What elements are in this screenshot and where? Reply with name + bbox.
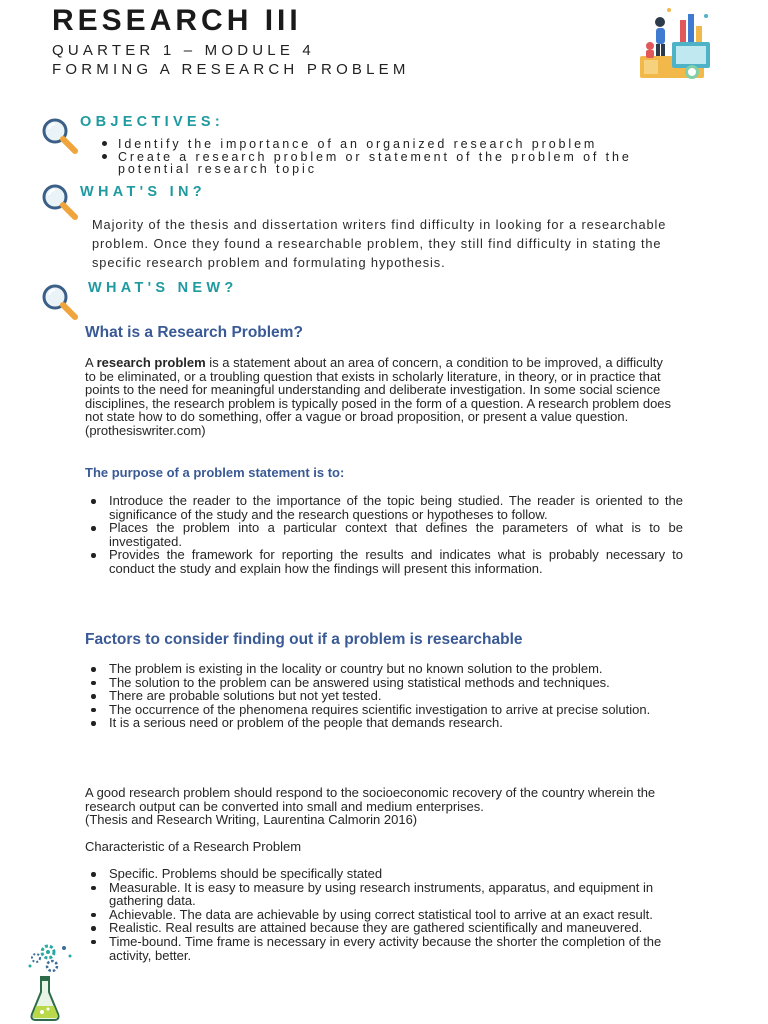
whats-in-text: Majority of the thesis and dissertation writers find difficulty in looking for a researchable problem. Once they found a researchable problem, they still find difficulty in stating the specific research problem and formulating hypothesis. — [92, 217, 667, 270]
list-item: Measurable. It is easy to measure by using research instruments, apparatus, and equipment in gathering data. — [85, 881, 665, 908]
list-item: Time-bound. Time frame is necessary in every activity because the shorter the completion of the activity, better. — [85, 935, 665, 962]
definition-source: (prothesiswriter.com) — [85, 422, 206, 438]
factors-heading: Factors to consider finding out if a problem is researchable — [85, 631, 523, 648]
list-item: The problem is existing in the locality or country but no known solution to the problem. — [85, 662, 683, 676]
magnifier-icon — [40, 182, 80, 222]
research-problem-question: What is a Research Problem? — [85, 324, 303, 341]
flask-gears-icon — [28, 936, 88, 1022]
page-title: RESEARCH III — [52, 4, 302, 37]
list-item: There are probable solutions but not yet tested. — [85, 689, 683, 703]
research-illustration-icon — [636, 6, 716, 82]
list-item: Create a research problem or statement of the problem of the potential research topic — [102, 151, 702, 176]
whats-in-heading: WHAT'S IN? — [80, 184, 206, 200]
objectives-heading: OBJECTIVES: — [80, 114, 224, 130]
good-problem-text: A good research problem should respond to the socioeconomic recovery of the country wherein the research output can be converted into small and medium enterprises. — [85, 785, 656, 814]
list-item: Provides the framework for reporting the results and indicates what is probably necessary to conduct the study and explain how the findings will present this information. — [85, 548, 683, 575]
module-label: QUARTER 1 – MODULE 4 — [52, 42, 315, 59]
characteristic-list — [85, 867, 665, 962]
whats-new-heading: WHAT'S NEW? — [88, 280, 238, 296]
objectives-list — [102, 138, 702, 176]
purpose-heading: The purpose of a problem statement is to: — [85, 465, 345, 480]
good-problem-source: (Thesis and Research Writing, Laurentina Calmorin 2016) — [85, 812, 418, 828]
list-item: It is a serious need or problem of the people that demands research. — [85, 716, 683, 730]
magnifier-icon — [40, 282, 80, 322]
definition-prefix: A — [85, 355, 97, 370]
list-item: Specific. Problems should be specifically stated — [85, 867, 665, 881]
list-item: The solution to the problem can be answered using statistical methods and techniques. — [85, 676, 683, 690]
list-item: Introduce the reader to the importance of the topic being studied. The reader is oriented to the significance of the study and the research questions or hypotheses to follow. — [85, 494, 683, 521]
magnifier-icon — [40, 116, 80, 156]
purpose-list — [85, 494, 683, 576]
good-problem-paragraph — [85, 786, 677, 827]
characteristic-heading: Characteristic of a Research Problem — [85, 839, 302, 854]
module-topic: FORMING A RESEARCH PROBLEM — [52, 61, 410, 78]
definition-term: research problem — [96, 355, 206, 370]
factors-list — [85, 662, 683, 730]
list-item: Places the problem into a particular context that defines the parameters of what is to be investigated. — [85, 521, 683, 548]
definition-text: is a statement about an area of concern, a condition to be improved, a difficulty to be eliminated, or a troubling question that exists in scholarly literature, in theory, or in practice that points to the need for meaningful understanding and deliberate investigation. In some social science disciplines, the research problem is typically posed in the form of a question. A research problem does not state how to do something, offer a vague or broad proposition, or present a value question. — [85, 355, 672, 425]
definition-paragraph — [85, 356, 677, 438]
list-item: Identify the importance of an organized research problem — [102, 138, 702, 151]
list-item: Realistic. Real results are attained because they are gathered scientifically and maneuvered. — [85, 921, 665, 935]
list-item: The occurrence of the phenomena requires scientific investigation to arrive at precise solution. — [85, 703, 683, 717]
list-item: Achievable. The data are achievable by using correct statistical tool to arrive at an exact result. — [85, 908, 665, 922]
